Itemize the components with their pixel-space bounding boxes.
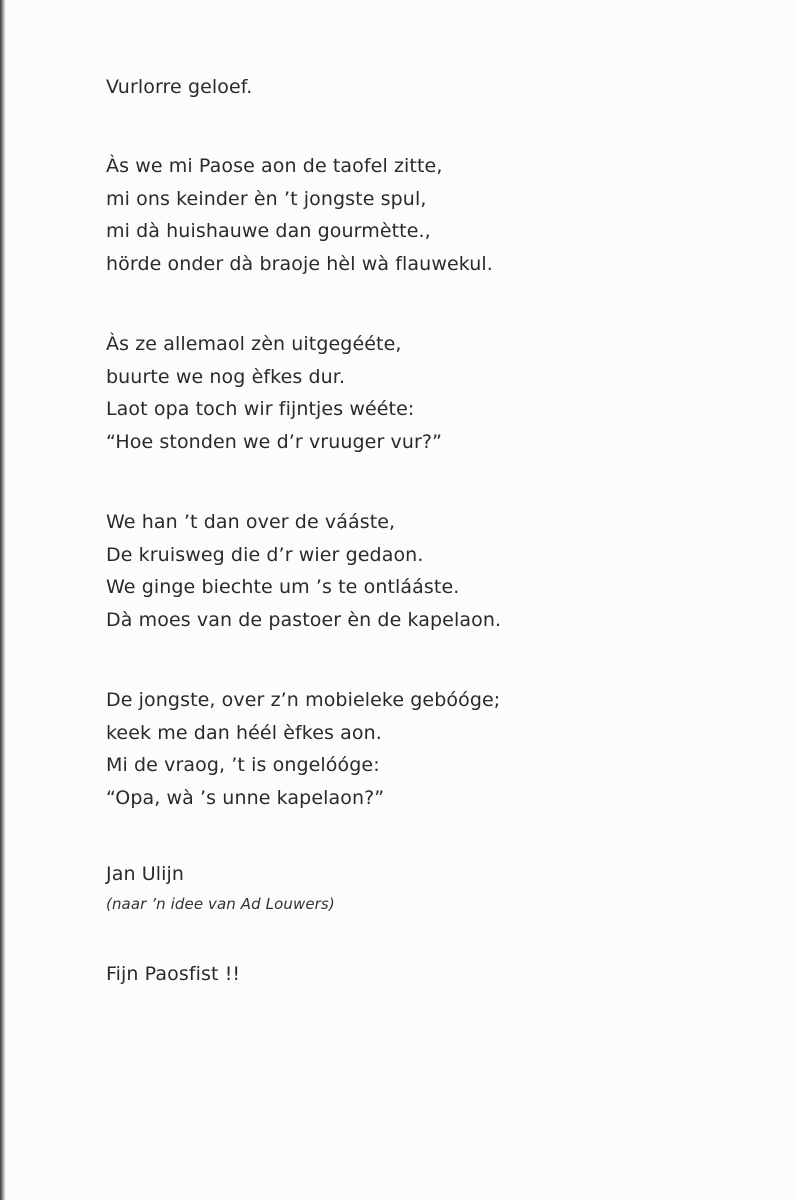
poem-line: Dà moes van de pastoer èn de kapelaon. — [106, 608, 502, 631]
poem-line: “Opa, wà ’s unne kapelaon?” — [106, 786, 385, 809]
poem-line: mi ons keinder èn ’t jongste spul, — [106, 187, 427, 210]
poem-line: De jongste, over z’n mobieleke gebóóge; — [106, 689, 501, 711]
poem-line: mi dà huishauwe dan gourmètte., — [106, 220, 431, 242]
poem-line: Laot opa toch wir fijntjes wééte: — [106, 398, 415, 420]
stanza-1 — [106, 150, 726, 280]
poem-line: We ginge biechte um ’s te ontlááste. — [106, 576, 460, 598]
poem-line: “Hoe stonden we d’r vruuger vur?” — [106, 430, 443, 453]
poem-line: De kruisweg die d’r wier gedaon. — [106, 543, 424, 566]
poem-line: Mi de vraog, ’t is ongelóóge: — [106, 754, 380, 776]
poem-line: Às we mi Paose aon de taofel zitte, — [106, 155, 443, 177]
stanza-4 — [106, 684, 726, 814]
scan-edge-shadow — [0, 0, 6, 1200]
poem-line: We han ’t dan over de vááste, — [106, 511, 396, 533]
stanza-3 — [106, 506, 726, 636]
author-name: Jan Ulijn — [106, 863, 185, 885]
poem-page — [106, 72, 726, 990]
stanza-2 — [106, 328, 726, 458]
poem-line: hörde onder dà braoje hèl wà flauwekul. — [106, 252, 493, 275]
poem-line: keek me dan héél èfkes aon. — [106, 721, 382, 744]
author-credit: (naar ’n idee van Ad Louwers) — [106, 895, 335, 913]
poem-title: Vurlorre geloef. — [106, 76, 253, 98]
poem-line: buurte we nog èfkes dur. — [106, 365, 346, 388]
poem-line: Às ze allemaol zèn uitgegééte, — [106, 333, 402, 355]
closing-greeting: Fijn Paosfist !! — [106, 963, 241, 985]
